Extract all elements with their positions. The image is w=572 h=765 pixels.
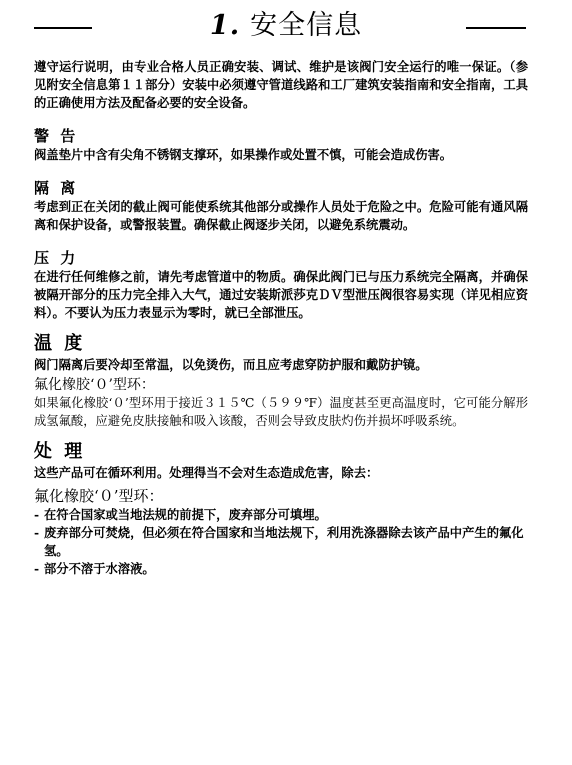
disposal-text: 这些产品可在循环利用。处理得当不会对生态造成危害，除去：: [34, 465, 379, 480]
warning-heading: 警 告: [34, 127, 79, 145]
section-number: 1.: [209, 10, 241, 41]
section-title-text: 安全信息: [250, 10, 363, 41]
isolation-text: 考虑到正在关闭的截止阀可能使系统其他部分或操作人员处于危险之中。危险可能有通风隔离和保护设备，或警报装置。确保截止阀逐步关闭，以避免系统震动。: [34, 199, 528, 232]
warning-text: 阀盖垫片中含有尖角不锈钢支撑环，如果操作或处置不慎，可能会造成伤害。: [34, 147, 453, 162]
temperature-subheading: 氟化橡胶‘０’型环：: [34, 377, 155, 393]
pressure-text: 在进行任何维修之前，请先考虑管道中的物质。确保此阀门已与压力系统完全隔离，并确保被隔开部分的压力完全排入大气，通过安装斯派莎克ＤＶ型泄压阀很容易实现（详见相应资料）。不要认为压力表显示为零时，就已全部泄压。: [34, 269, 528, 320]
list-item: - 废弃部分可焚烧，但必须在符合国家和当地法规下，利用洗涤器除去该产品中产生的氟化氢。: [34, 524, 528, 560]
temperature-subtext: 如果氟化橡胶‘０’型环用于接近３１５℃（５９９℉）温度甚至更高温度时，它可能分解形成氢氟酸，应避免皮肤接触和吸入该酸，否则会导致皮肤灼伤并损坏呼吸系统。: [34, 396, 528, 428]
list-item: - 在符合国家或当地法规的前提下，废弃部分可填埋。: [34, 506, 528, 524]
section-title-row: [0, 6, 572, 46]
disposal-list: [34, 506, 528, 578]
pressure-heading: 压 力: [34, 249, 79, 267]
intro-paragraph: 遵守运行说明，由专业合格人员正确安装、调试、维护是该阀门安全运行的唯一保证。（参见附安全信息第１１部分）安装中必须遵守管道线路和工厂建筑安装指南和安全指南，工具的正确使用方法及配备必要的安全设备。: [34, 59, 528, 110]
isolation-heading: 隔 离: [34, 179, 79, 197]
page-title: [0, 6, 572, 46]
list-item: - 部分不溶于水溶液。: [34, 560, 528, 578]
disposal-subheading: 氟化橡胶‘０’型环：: [34, 487, 164, 505]
temperature-heading: 温 度: [34, 333, 86, 354]
title-rule-right: [466, 27, 526, 29]
temperature-text: 阀门隔离后要冷却至常温，以免烫伤，而且应考虑穿防护服和戴防护镜。: [34, 357, 428, 372]
disposal-heading: 处 理: [34, 441, 86, 462]
body-content: [34, 58, 528, 578]
